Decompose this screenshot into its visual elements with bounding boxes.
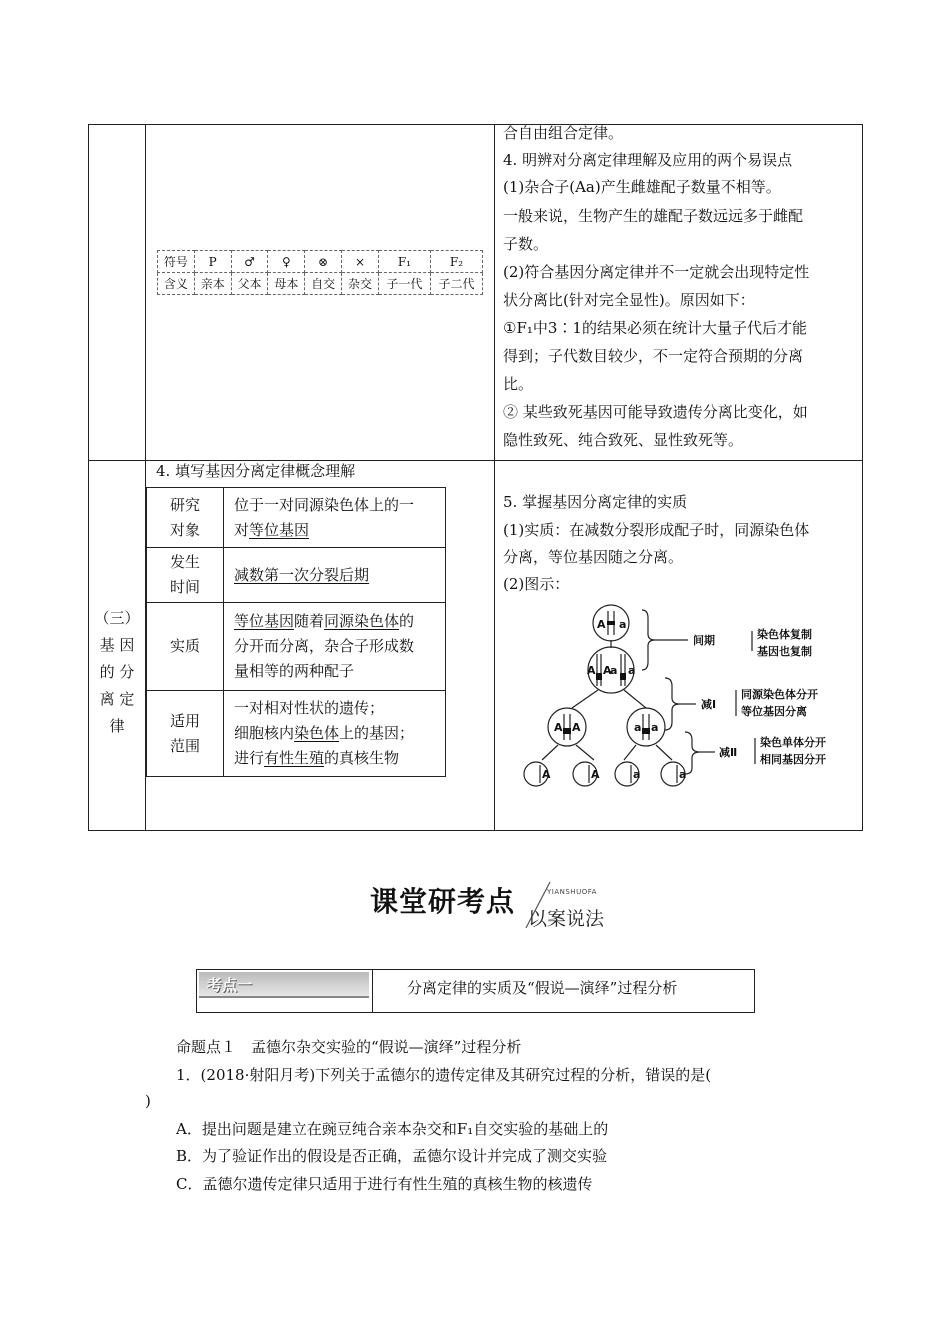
symbol-cell: P [194,251,231,273]
text-line: 一般来说，生物产生的雄配子数远远多于雌配 [503,207,804,225]
symbol-cell: F₁ [378,251,430,273]
meaning-row-label: 含义 [158,273,195,295]
kaodian-box [196,969,755,1013]
text-line: 分离，等位基因随之分离。 [503,548,684,566]
cell-secondary-a [627,708,665,746]
concept-content: 等位基因随着同源染色体的 分开而分离，杂合子形成数 量相等的两种配子 [224,603,446,691]
stage-label: 减Ⅰ [701,698,717,711]
concept-content: 减数第一次分裂后期 [224,548,446,603]
banner-subtitle: 以案说法 [528,908,605,930]
option-a: A．提出问题是建立在豌豆纯合亲本杂交和F₁自交实验的基础上的 [176,1120,609,1138]
meaning-cell: 子一代 [378,273,430,295]
concept-header: 研究 对象 [147,488,224,548]
gene-label: A [554,721,563,734]
text-line: ② 某些致死基因可能导致遗传分离比变化，如 [503,403,808,421]
concept-table [146,487,446,777]
option-c: C．孟德尔遗传定律只适用于进行有性生殖的真核生物的核遗传 [176,1175,593,1193]
stage-note: 染色单体分开 [760,736,826,749]
question-stem-end: ) [145,1092,151,1110]
concept-content: 位于一对同源染色体上的一 对等位基因 [224,488,446,548]
text-line: 比。 [503,375,534,393]
symbol-cell: ♂ [231,251,268,273]
gene-label: A [572,721,581,734]
text-line: 状分离比(针对完全显性)。原因如下： [503,291,755,309]
meaning-cell: 母本 [268,273,305,295]
meaning-cell: 杂交 [342,273,379,295]
gene-label: A [597,618,606,631]
gene-label: a [633,768,641,781]
gene-label: a [634,721,642,734]
stage-note: 染色体复制 [757,628,812,641]
text-line: ①F₁中3∶1的结果必须在统计大量子代后才能 [503,319,807,337]
text-line: (2)图示： [503,575,570,593]
stage-label: 间期 [693,634,715,647]
gene-label: A [591,768,600,781]
symbol-row-label: 符号 [158,251,195,273]
concept-header: 实质 [147,603,224,691]
meaning-cell: 子二代 [430,273,482,295]
symbol-cell: ⊗ [305,251,342,273]
concept-header: 适用 范围 [147,691,224,777]
concept-header: 发生 时间 [147,548,224,603]
text-line: (1)杂合子(Aa)产生雌雄配子数量不相等。 [503,178,781,196]
concept-row [147,548,446,603]
text-line: 子数。 [503,235,549,253]
gene-label: A [587,664,596,677]
text-line: (1)实质：在减数分裂形成配子时，同源染色体 [503,521,810,539]
text-line: 4. 明辨对分离定律理解及应用的两个易误点 [503,151,793,169]
concept-row [147,488,446,548]
text-line: 隐性致死、纯合致死、显性致死等。 [503,431,744,449]
gene-label: a [651,721,659,734]
meaning-cell: 亲本 [194,273,231,295]
concept-title: 4. 填写基因分离定律概念理解 [156,462,356,480]
text-line: 得到；子代数目较少，不一定符合预期的分离 [503,347,804,365]
stage-note: 基因也复制 [757,645,812,658]
meaning-cell: 自交 [305,273,342,295]
gene-label: a [679,768,687,781]
gene-label: A [542,768,551,781]
gene-label: a [619,618,627,631]
kaodian-tag: 考点一 [199,972,369,998]
banner-pinyin: YIANSHUOFA [547,888,597,896]
question-stem: 1．(2018·射阳月考)下列关于孟德尔的遗传定律及其研究过程的分析，错误的是( [176,1066,712,1084]
meaning-row [158,273,483,295]
stage-note: 相同基因分开 [760,753,826,766]
stage-note: 同源染色体分开 [741,688,818,701]
symbol-cell: × [342,251,379,273]
gene-label: a [610,664,618,677]
gene-label: a [628,664,636,677]
text-line: 5. 掌握基因分离定律的实质 [503,493,688,511]
meaning-cell: 父本 [231,273,268,295]
stage-note: 等位基因分离 [741,705,807,718]
text-line: 合自由组合定律。 [503,124,624,142]
mingti-title: 命题点１ 孟德尔杂交实验的“假说—演绎”过程分析 [176,1038,522,1056]
meiosis-diagram [510,598,855,793]
symbol-cell: ♀ [268,251,305,273]
text-line: (2)符合基因分离定律并不一定就会出现特定性 [503,263,810,281]
option-b: B．为了验证作出的假设是否正确，孟德尔设计并完成了测交实验 [176,1147,608,1165]
banner-title: 课堂研考点 [370,885,516,918]
symbol-cell: F₂ [430,251,482,273]
concept-row [147,603,446,691]
concept-content: 一对相对性状的遗传； 细胞核内染色体上的基因； 进行有性生殖的真核生物 [224,691,446,777]
symbol-row [158,251,483,273]
stage-label: 减Ⅱ [719,746,738,759]
gene-label: A [603,664,612,677]
concept-row [147,691,446,777]
symbol-table [157,250,483,295]
kaodian-title: 分离定律的实质及“假说—演绎”过程分析 [407,979,678,997]
